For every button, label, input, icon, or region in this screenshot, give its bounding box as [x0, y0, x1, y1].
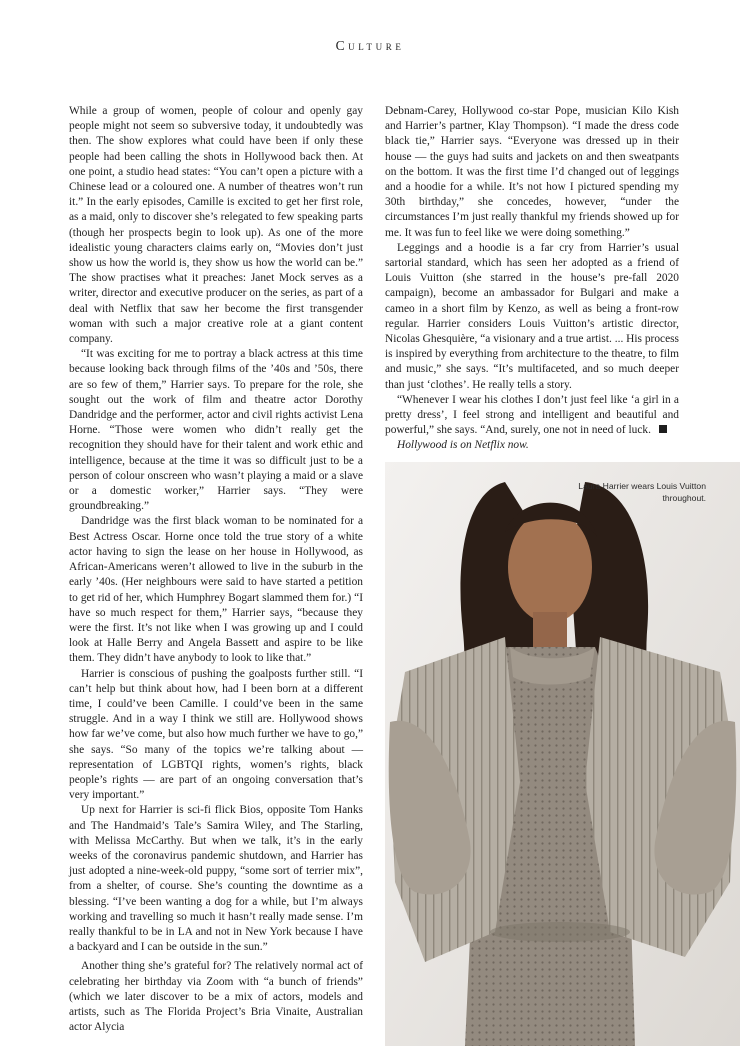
- article-column-left: [69, 104, 363, 1035]
- article-paragraph: Leggings and a hoodie is a far cry from Harrier’s usual sartorial standard, which has seen her adopted as a friend of Louis Vuitton (she starred in the house’s pre-fall 2020 campaign), become an ambassador for Bulgari and make a cameo in a short film by Kenzo, as well as being a front-row regular. Harrier considers Louis Vuitton’s artistic director, Nicolas Ghesquière, “a visionary and a true artist. ... His process is inspired by everything from architecture to the theatre, to film and music,” she says. “It’s multifaceted, and so much deeper than just ‘clothes’. He really tells a story.: [385, 241, 679, 391]
- article-column-right: [385, 104, 679, 454]
- article-paragraph-last: [385, 393, 679, 439]
- photo-caption: Laura Harrier wears Louis Vuitton throughout.: [578, 481, 706, 503]
- end-mark: [659, 425, 667, 433]
- signoff: Hollywood is on Netflix now.: [397, 439, 529, 452]
- article-paragraph-text: “Whenever I wear his clothes I don’t just feel like ‘a girl in a pretty dress’, I feel strong and intelligent and beautiful and powerful,” she says. “And, surely, one not in need of luck.: [385, 393, 679, 437]
- portrait-illustration: [385, 462, 740, 1046]
- article-paragraph: “It was exciting for me to portray a black actress at this time because looking back through films of the ’40s and ’50s, there are so few of them,” Harrier says. To prepare for the role, she sought out the work of film and theatre actor Dorothy Dandridge and the performer, actor and civil rights activist Lena Horne. “Those were women who didn’t really get the recognition they should have for their talent and work ethic and intelligence, because at the time it was so difficult just to be a person of colour onscreen who wasn’t playing a maid or a slave or a domestic worker,” Harrier says. “They were groundbreaking.”: [69, 348, 363, 513]
- belt-tie: [490, 922, 630, 942]
- face: [508, 511, 592, 623]
- portrait-photo: [385, 462, 740, 1046]
- neck: [533, 612, 567, 652]
- article-paragraph: Debnam-Carey, Hollywood co-star Pope, musician Kilo Kish and Harrier’s partner, Klay Thompson). “I made the dress code black tie,” Harrier says. “Everyone was dressed up in their house — the guys had suits and jackets on and then sweatpants on the bottom. It was the first time I’d changed out of leggings and a hoodie for a while. It’s not how I pictured spending my 30th birthday,” she concedes, however, “under the circumstances I’m just really thankful my friends showed up for me. It was fun to feel like we were doing something.”: [385, 105, 679, 239]
- article-paragraph: Harrier is conscious of pushing the goalposts further still. “I can’t help but think about how, had I been born at a different time, I could’ve been Camille. I could’ve been in the same struggle. And in a way I think we still are. Hollywood shows how far we’ve come, but also how much further we have to go,” she says. “So many of the topics we’re talking about — representation of LGBTQI rights, women’s rights, black people’s rights — are part of an ongoing conversation that’s very important.”: [69, 667, 363, 802]
- section-title: Culture: [335, 38, 405, 53]
- article-paragraph: Another thing she’s grateful for? The relatively normal act of celebrating her birthday via Zoom with “a bunch of friends” (which we later discover to be a mix of actors, models and artists, such as The Florida Project’s Bria Vinaite, Australian actor Alycia: [69, 960, 363, 1034]
- article-paragraph: Dandridge was the first black woman to be nominated for a Best Actress Oscar. Horne once told the true story of a white actor having to sign the lease on her house in Hollywood, as African-Americans weren’t allowed to live in the suburb in the early ’40s. (Her neighbours were said to have started a petition to get rid of her, which Humphrey Bogart slammed them for.) “I have so much respect for them,” Harrier says, “because they were the first. It’s not like when I was growing up and I could look at Halle Berry and Angela Bassett and aspire to be like them. They didn’t have anybody to look to like that.”: [69, 515, 363, 665]
- article-paragraph: While a group of women, people of colour and openly gay people might not seem so subversive today, it undoubtedly was then. The show explores what could have been if only these people had been calling the shots in Hollywood back then. At one point, a studio head states: “You can’t open a picture with a Chinese lead or a coloured one. A number of theatres won’t run it.” In the early episodes, Camille is excited to get her first role, as a maid, only to discover she’s relegated to few speaking parts (though her prospects begin to look up). As one of the more idealistic young characters claims early on, “Movies don’t just show us how the world is, they show us how the world can be.” The show practises what it preaches: Janet Mock serves as a writer, director and executive producer on the series, as part of a deal with Netflix that saw her become the first transgender woman with such a major creative role at a giant content company.: [69, 105, 363, 346]
- article-paragraph: Up next for Harrier is sci-fi flick Bios, opposite Tom Hanks and The Handmaid’s Tale’s Samira Wiley, and The Starling, with Melissa McCarthy. But when we talk, it’s in the early weeks of the coronavirus pandemic shutdown, and Harrier has just adopted a nine-week-old puppy, “some sort of terrier mix”, from a shelter, of course. She’s counting the downtime as a blessing. “I’ve been wanting a dog for a while, but I’m always working and travelling so much it hasn’t really made sense. I’m really thankful to be in LA and not in New York because I have a backyard and I can be outside in the sun.”: [69, 804, 363, 954]
